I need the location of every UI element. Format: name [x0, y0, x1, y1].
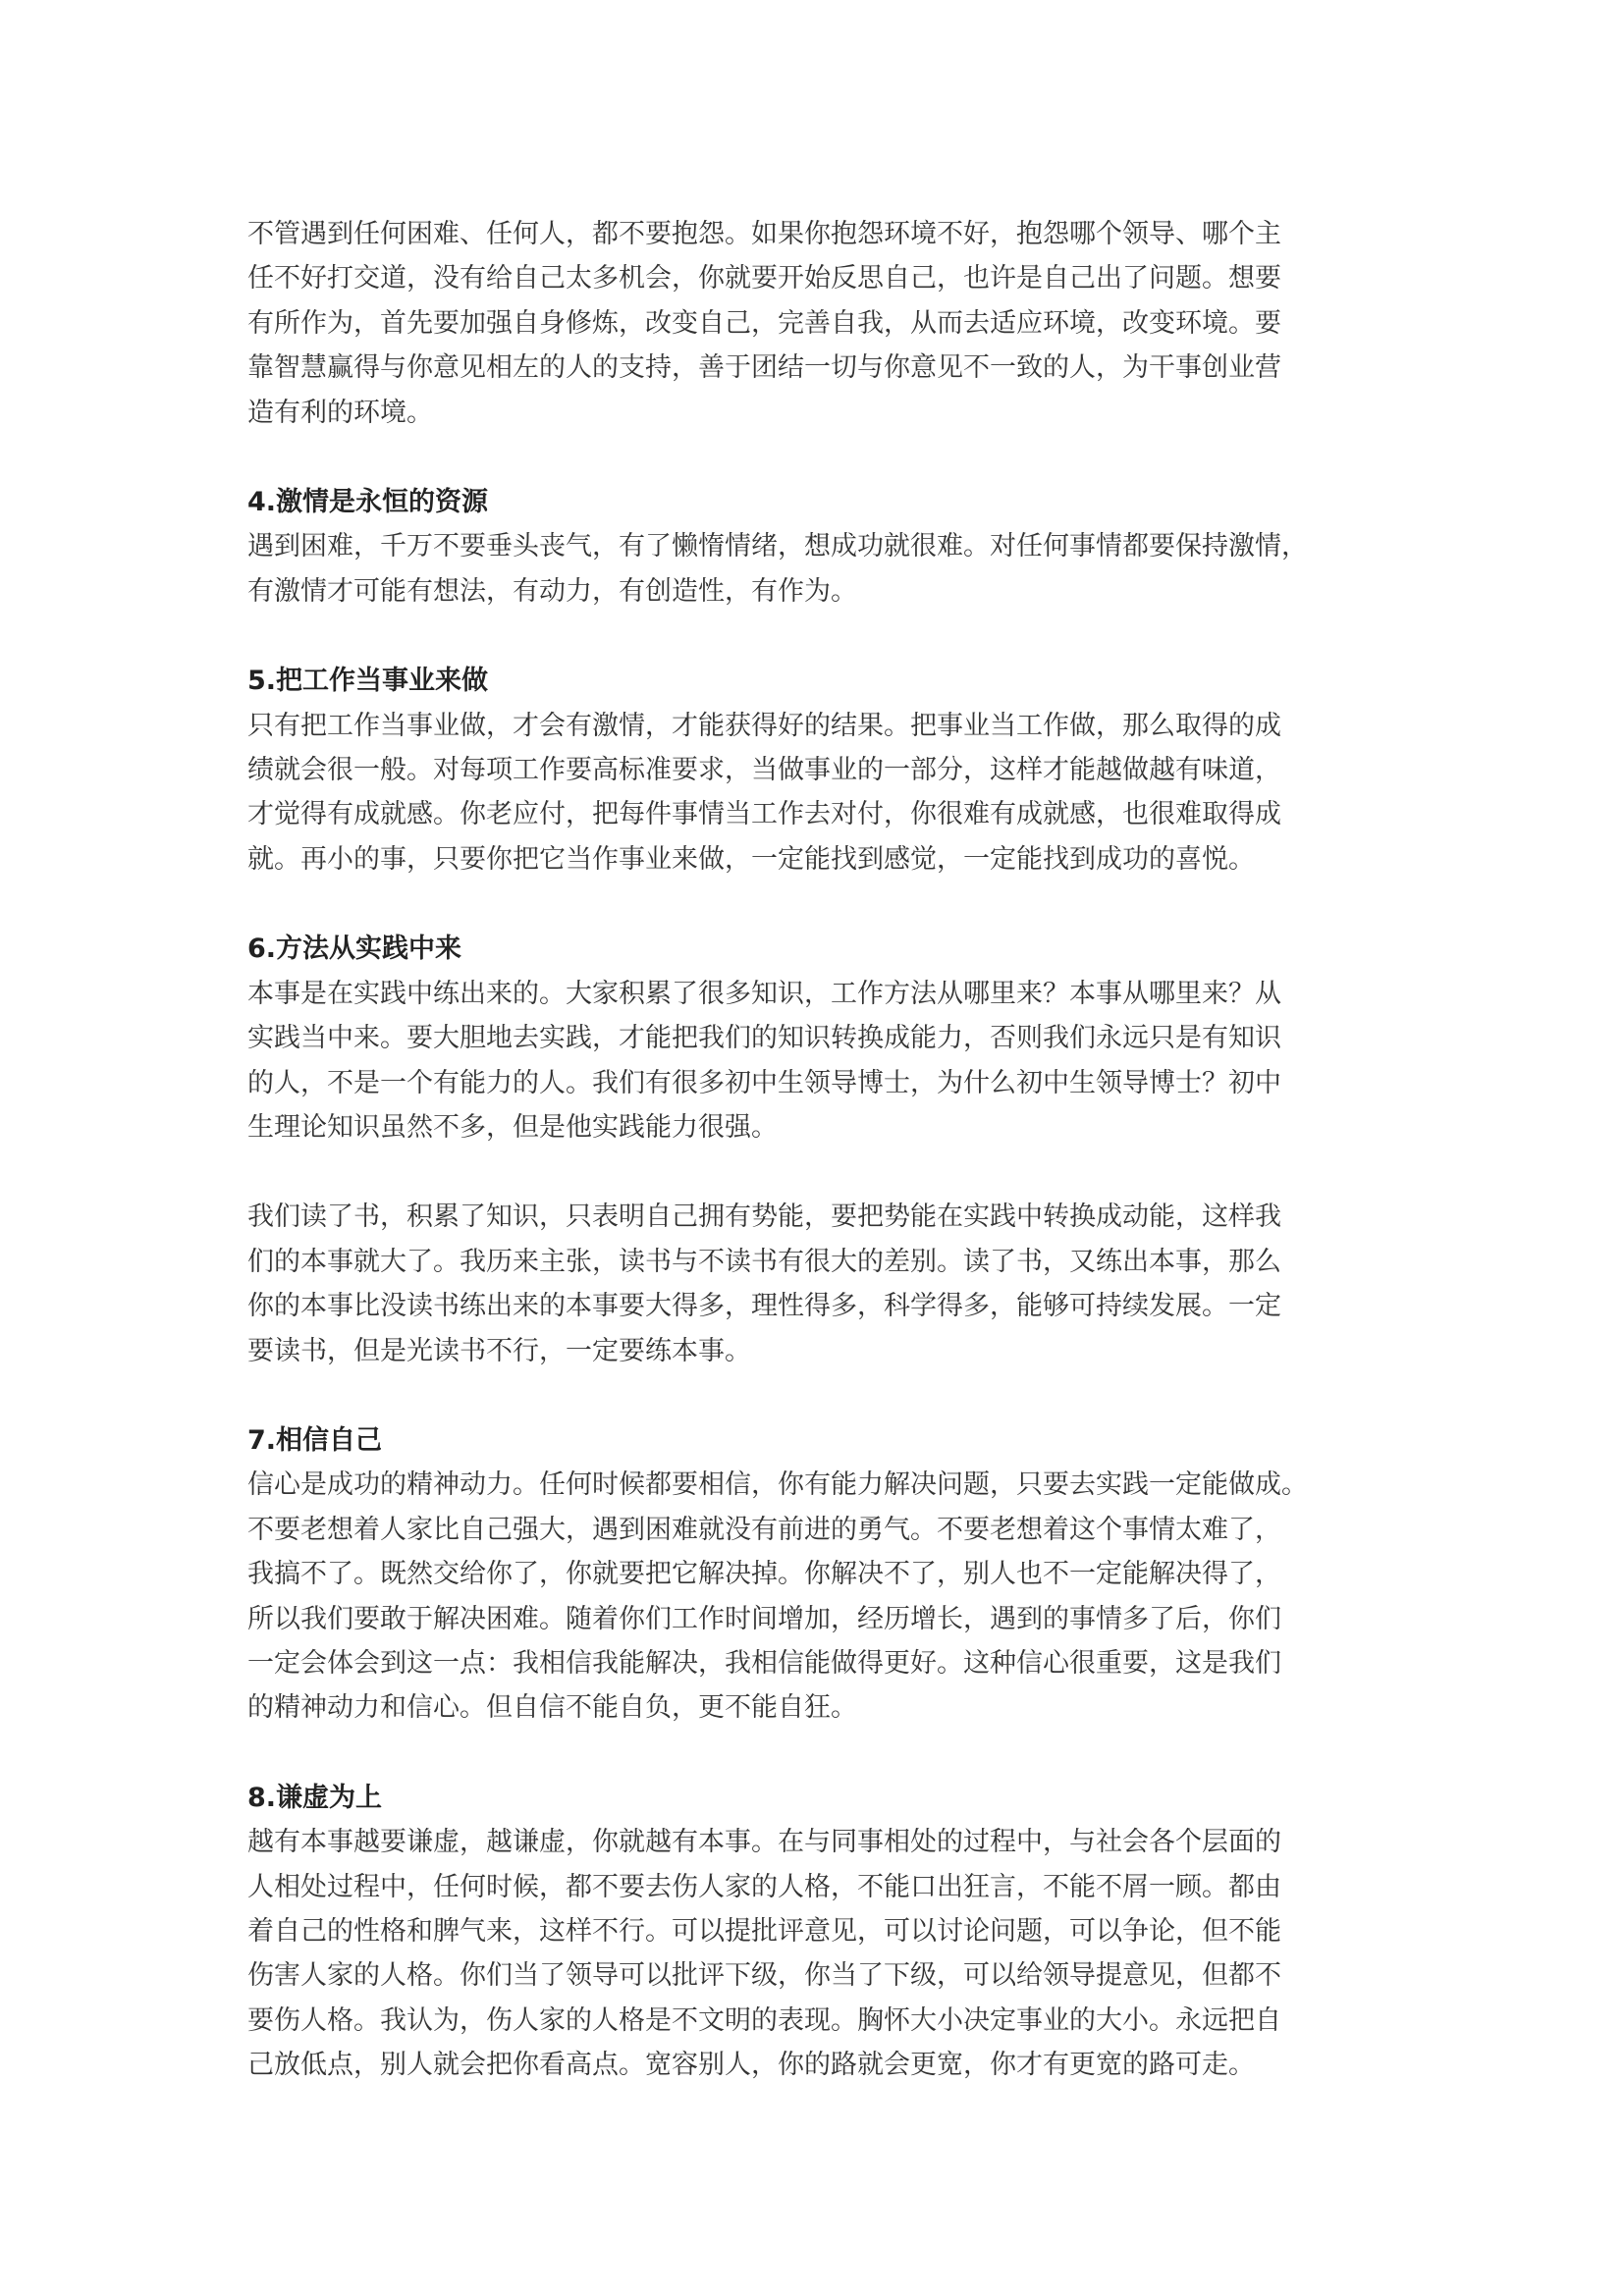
text-line: 有激情才可能有想法，有动力，有创造性，有作为。: [247, 575, 857, 607]
section-paragraph: [247, 524, 1386, 614]
section-gap: [247, 614, 1386, 659]
section-7: [247, 1418, 1386, 1731]
text-line: 绩就会很一般。对每项工作要高标准要求，当做事业的一部分，这样才能越做越有味道，: [247, 755, 1281, 786]
text-line: 本事是在实践中练出来的。大家积累了很多知识，工作方法从哪里来？本事从哪里来？从: [247, 978, 1281, 1009]
section-paragraph: [247, 704, 1386, 882]
text-line: 遇到困难，千万不要垂头丧气，有了懒惰情绪，想成功就很难。对任何事情都要保持激情，: [247, 531, 1308, 562]
text-line: 们的本事就大了。我历来主张，读书与不读书有很大的差别。读了书，又练出本事，那么: [247, 1246, 1281, 1277]
text-line: 我们读了书，积累了知识，只表明自己拥有势能，要把势能在实践中转换成动能，这样我: [247, 1201, 1281, 1233]
text-line: 伤害人家的人格。你们当了领导可以批评下级，你当了下级，可以给领导提意见，但都不: [247, 1960, 1281, 1992]
text-line: 的人，不是一个有能力的人。我们有很多初中生领导博士，为什么初中生领导博士？初中: [247, 1067, 1281, 1098]
section-8: [247, 1776, 1386, 2088]
section-heading: 6.方法从实践中来: [247, 934, 462, 965]
text-line: 要伤人格。我认为，伤人家的人格是不文明的表现。胸怀大小决定事业的大小。永远把自: [247, 2004, 1281, 2036]
section-4: [247, 480, 1386, 614]
text-line: 就。再小的事，只要你把它当作事业来做，一定能找到感觉，一定能找到成功的喜悦。: [247, 843, 1255, 875]
text-line: 人相处过程中，任何时候，都不要去伤人家的人格，不能口出狂言，不能不屑一顾。都由: [247, 1871, 1281, 1902]
text-line: 实践当中来。要大胆地去实践，才能把我们的知识转换成能力，否则我们永远只是有知识: [247, 1023, 1281, 1054]
text-line: 任不好打交道，没有给自己太多机会，你就要开始反思自己，也许是自己出了问题。想要: [247, 263, 1281, 294]
section-heading: 5.把工作当事业来做: [247, 666, 489, 697]
text-line: 生理论知识虽然不多，但是他实践能力很强。: [247, 1111, 778, 1143]
text-line: 要读书，但是光读书不行，一定要练本事。: [247, 1335, 751, 1366]
section-gap: [247, 435, 1386, 480]
text-line: 的精神动力和信心。但自信不能自负，更不能自狂。: [247, 1692, 857, 1724]
section-paragraph: [247, 972, 1386, 1150]
section-heading: 7.相信自己: [247, 1424, 383, 1456]
text-line: 我搞不了。既然交给你了，你就要把它解决掉。你解决不了，别人也不一定能解决得了，: [247, 1559, 1281, 1590]
section-gap: [247, 881, 1386, 927]
section-paragraph: [247, 1195, 1386, 1373]
text-line: 一定会体会到这一点：我相信我能解决，我相信能做得更好。这种信心很重要，这是我们: [247, 1647, 1281, 1679]
text-line: 所以我们要敢于解决困难。随着你们工作时间增加，经历增长，遇到的事情多了后，你们: [247, 1603, 1281, 1634]
section-paragraph: [247, 1463, 1386, 1730]
text-line: 己放低点，别人就会把你看高点。宽容别人，你的路就会更宽，你才有更宽的路可走。: [247, 2050, 1255, 2081]
section-heading: 8.谦虚为上: [247, 1782, 383, 1813]
section-heading: 4.激情是永恒的资源: [247, 487, 489, 518]
intro-paragraph: [247, 212, 1386, 435]
text-line: 不管遇到任何困难、任何人，都不要抱怨。如果你抱怨环境不好，抱怨哪个领导、哪个主: [247, 219, 1281, 249]
text-line: 才觉得有成就感。你老应付，把每件事情当工作去对付，你很难有成就感，也很难取得成: [247, 799, 1281, 830]
text-line: 造有利的环境。: [247, 397, 433, 428]
text-line: 靠智慧赢得与你意见相左的人的支持，善于团结一切与你意见不一致的人，为干事创业营: [247, 352, 1281, 384]
document-page: [247, 212, 1386, 2088]
section-6: [247, 927, 1386, 1373]
paragraph-gap: [247, 1149, 1386, 1195]
text-line: 信心是成功的精神动力。任何时候都要相信，你有能力解决问题，只要去实践一定能做成。: [247, 1469, 1308, 1501]
text-line: 不要老想着人家比自己强大，遇到困难就没有前进的勇气。不要老想着这个事情太难了，: [247, 1514, 1281, 1545]
section-paragraph: [247, 1820, 1386, 2087]
text-line: 只有把工作当事业做，才会有激情，才能获得好的结果。把事业当工作做，那么取得的成: [247, 710, 1281, 741]
section-gap: [247, 1731, 1386, 1776]
text-line: 有所作为，首先要加强自身修炼，改变自己，完善自我，从而去适应环境，改变环境。要: [247, 307, 1281, 339]
text-line: 越有本事越要谦虚，越谦虚，你就越有本事。在与同事相处的过程中，与社会各个层面的: [247, 1827, 1281, 1858]
section-gap: [247, 1373, 1386, 1418]
section-5: [247, 659, 1386, 881]
text-line: 你的本事比没读书练出来的本事要大得多，理性得多，科学得多，能够可持续发展。一定: [247, 1291, 1281, 1322]
text-line: 着自己的性格和脾气来，这样不行。可以提批评意见，可以讨论问题，可以争论，但不能: [247, 1916, 1281, 1947]
